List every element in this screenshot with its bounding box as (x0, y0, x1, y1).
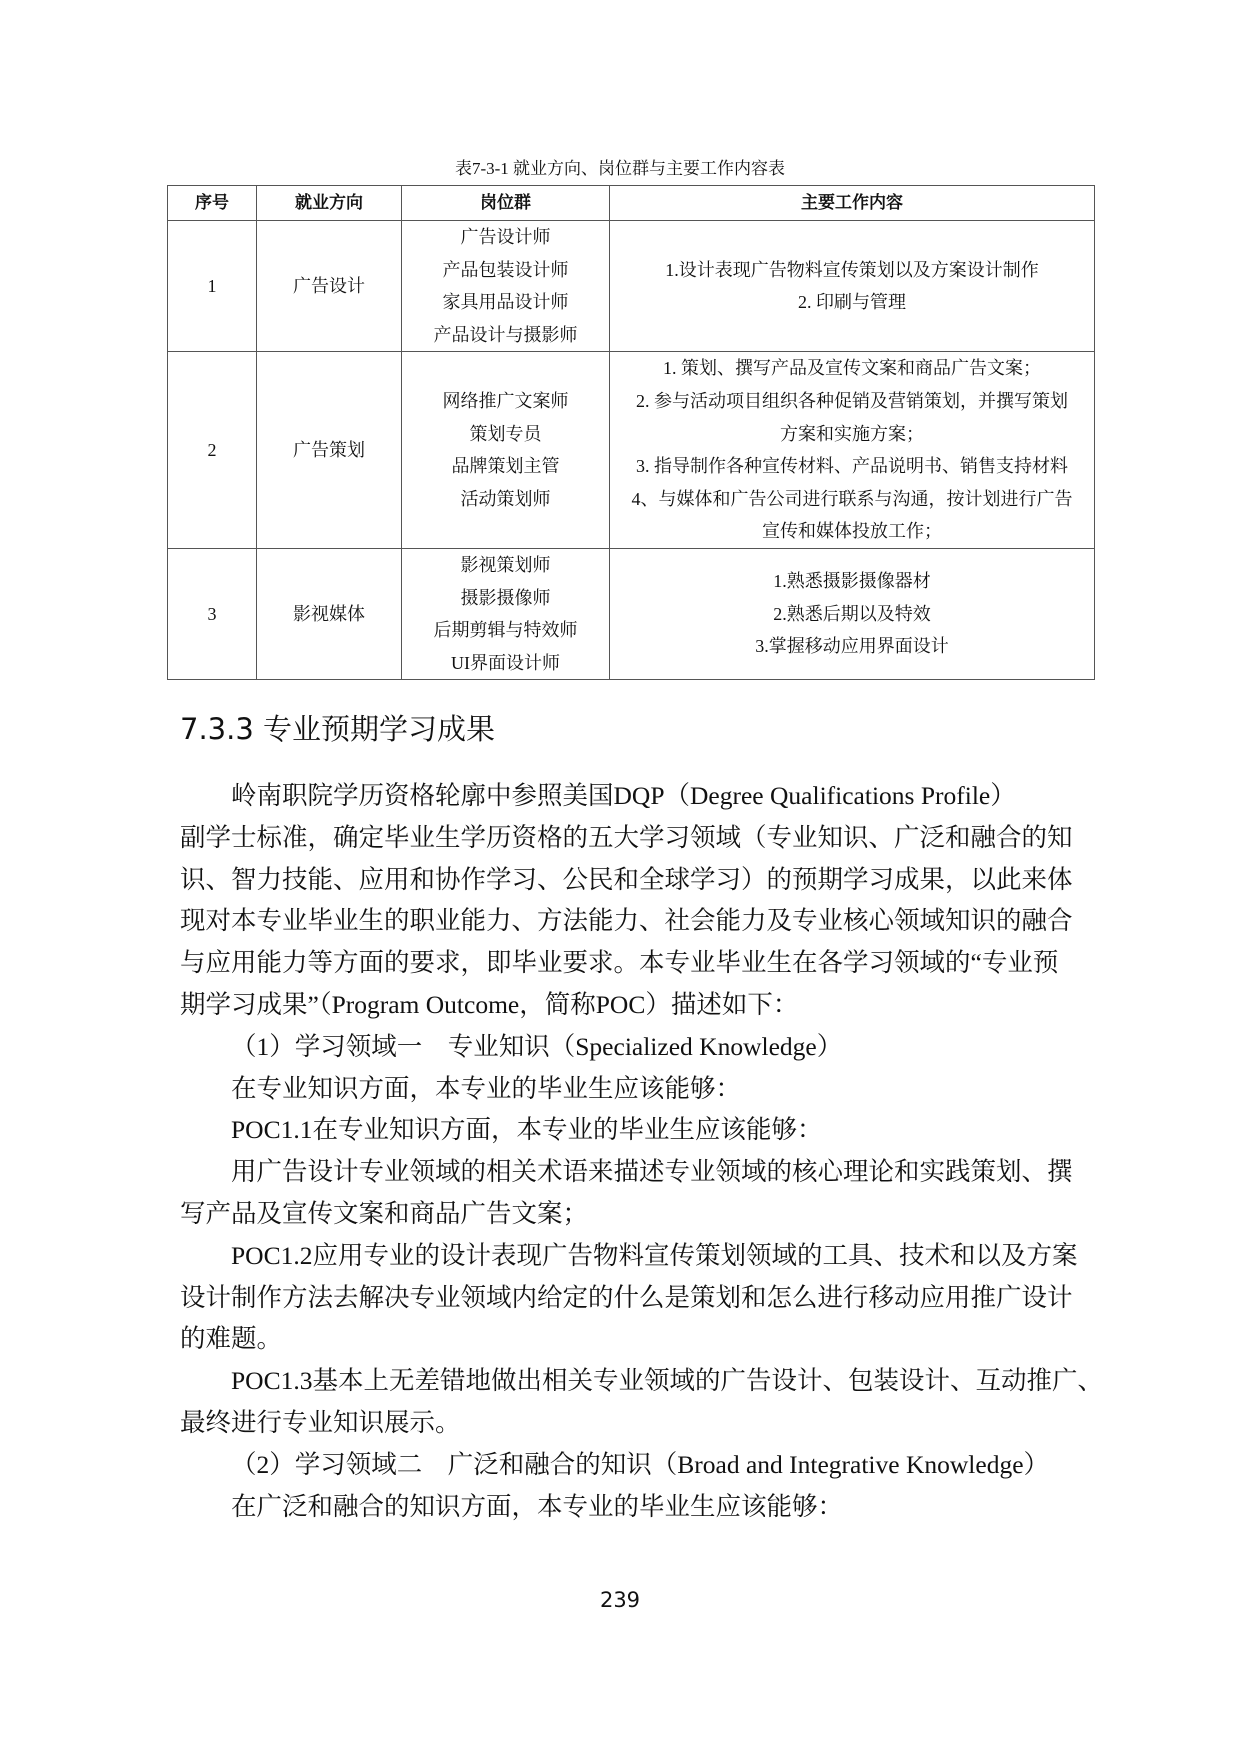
position-item: 后期剪辑与特效师 (433, 620, 578, 641)
position-item: 家具用品设计师 (442, 292, 569, 313)
row-number: 1 (168, 221, 257, 352)
page-number: 239 (599, 1588, 641, 1612)
content-item: 1.熟悉摄影摄像器材 (773, 571, 931, 592)
position-item: 影视策划师 (460, 554, 551, 575)
table-header-row (168, 186, 1095, 221)
position-item: 品牌策划主管 (451, 456, 560, 477)
content-item: 3.掌握移动应用界面设计 (755, 636, 949, 657)
content-item: 3. 指导制作各种宣传材料、产品说明书、销售支持材料 (636, 456, 1068, 477)
paragraph-line: 在专业知识方面，本专业的毕业生应该能够： (231, 1073, 742, 1103)
content-item: 1.设计表现广告物料宣传策划以及方案设计制作 (665, 259, 1039, 280)
position-item: 策划专员 (469, 423, 542, 444)
content-item: 宣传和媒体投放工作； (762, 521, 942, 542)
row-positions (402, 221, 610, 352)
position-item: 活动策划师 (460, 488, 551, 509)
paragraph-line: 副学士标准，确定毕业生学历资格的五大学习领域（专业知识、广泛和融合的知 (180, 822, 1073, 852)
position-item: 网络推广文案师 (442, 390, 569, 411)
paragraph-line: 现对本专业毕业生的职业能力、方法能力、社会能力及专业核心领域知识的融合 (180, 906, 1073, 936)
row-content (610, 548, 1095, 679)
row-number: 3 (168, 548, 257, 679)
paragraph-line: POC1.2应用专业的设计表现广告物料宣传策划领域的工具、技术和以及方案 (231, 1240, 1078, 1270)
row-content (610, 352, 1095, 549)
header-no: 序号 (168, 186, 257, 221)
content-item: 1. 策划、撰写产品及宣传文案和商品广告文案； (663, 358, 1041, 379)
paragraph-line: 的难题。 (180, 1324, 283, 1354)
position-item: 摄影摄像师 (460, 587, 551, 608)
content-item: 4、与媒体和广告公司进行联系与沟通，按计划进行广告 (631, 488, 1073, 509)
row-direction: 广告策划 (257, 352, 402, 549)
header-direction: 就业方向 (257, 186, 402, 221)
content-item: 2. 参与活动项目组织各种促销及营销策划，并撰写策划 (636, 390, 1068, 411)
row-positions (402, 548, 610, 679)
table-caption: 表7-3-1 就业方向、岗位群与主要工作内容表 (454, 159, 786, 178)
paragraph-line: POC1.3基本上无差错地做出相关专业领域的广告设计、包装设计、互动推广、 (231, 1366, 1103, 1396)
row-content (610, 221, 1095, 352)
table-row (168, 221, 1095, 352)
position-item: 产品包装设计师 (442, 259, 569, 280)
paragraph-line: 设计制作方法去解决专业领域内给定的什么是策划和怎么进行移动应用推广设计 (180, 1282, 1073, 1312)
paragraph-line: 在广泛和融合的知识方面，本专业的毕业生应该能够： (231, 1491, 844, 1521)
header-positions: 岗位群 (402, 186, 610, 221)
row-direction: 影视媒体 (257, 548, 402, 679)
paragraph-line: 最终进行专业知识展示。 (180, 1408, 461, 1437)
paragraph-line: 期学习成果”（Program Outcome，简称POC）描述如下： (180, 990, 799, 1019)
paragraph-line: POC1.1在专业知识方面，本专业的毕业生应该能够： (231, 1115, 823, 1145)
row-direction: 广告设计 (257, 221, 402, 352)
paragraph-line: 用广告设计专业领域的相关术语来描述专业领域的核心理论和实践策划、撰 (231, 1157, 1073, 1187)
employment-table (167, 185, 1095, 680)
paragraph-line: 与应用能力等方面的要求，即毕业要求。本专业毕业生在各学习领域的“专业预 (180, 948, 1059, 978)
table-row (168, 352, 1095, 549)
paragraph-line: （2）学习领域二 广泛和融合的知识（Broad and Integrative Knowledge） (231, 1449, 1050, 1479)
paragraph-line: 识、智力技能、应用和协作学习、公民和全球学习）的预期学习成果，以此来体 (180, 864, 1073, 894)
content-item: 2.熟悉后期以及特效 (773, 603, 931, 624)
paragraph-line: 岭南职院学历资格轮廓中参照美国DQP（Degree Qualifications Profile） (231, 781, 1016, 810)
paragraph-line: 写产品及宣传文案和商品广告文案； (180, 1199, 589, 1228)
position-item: UI界面设计师 (451, 652, 560, 673)
position-item: 广告设计师 (460, 227, 551, 247)
content-item: 方案和实施方案； (780, 423, 924, 444)
section-heading: 7.3.3 专业预期学习成果 (180, 712, 496, 746)
row-positions (402, 352, 610, 549)
header-content: 主要工作内容 (610, 186, 1095, 221)
table-row (168, 548, 1095, 679)
paragraph-line: （1）学习领域一 专业知识（Specialized Knowledge） (231, 1031, 843, 1061)
content-item: 2. 印刷与管理 (798, 292, 906, 313)
position-item: 产品设计与摄影师 (433, 324, 578, 345)
row-number: 2 (168, 352, 257, 549)
